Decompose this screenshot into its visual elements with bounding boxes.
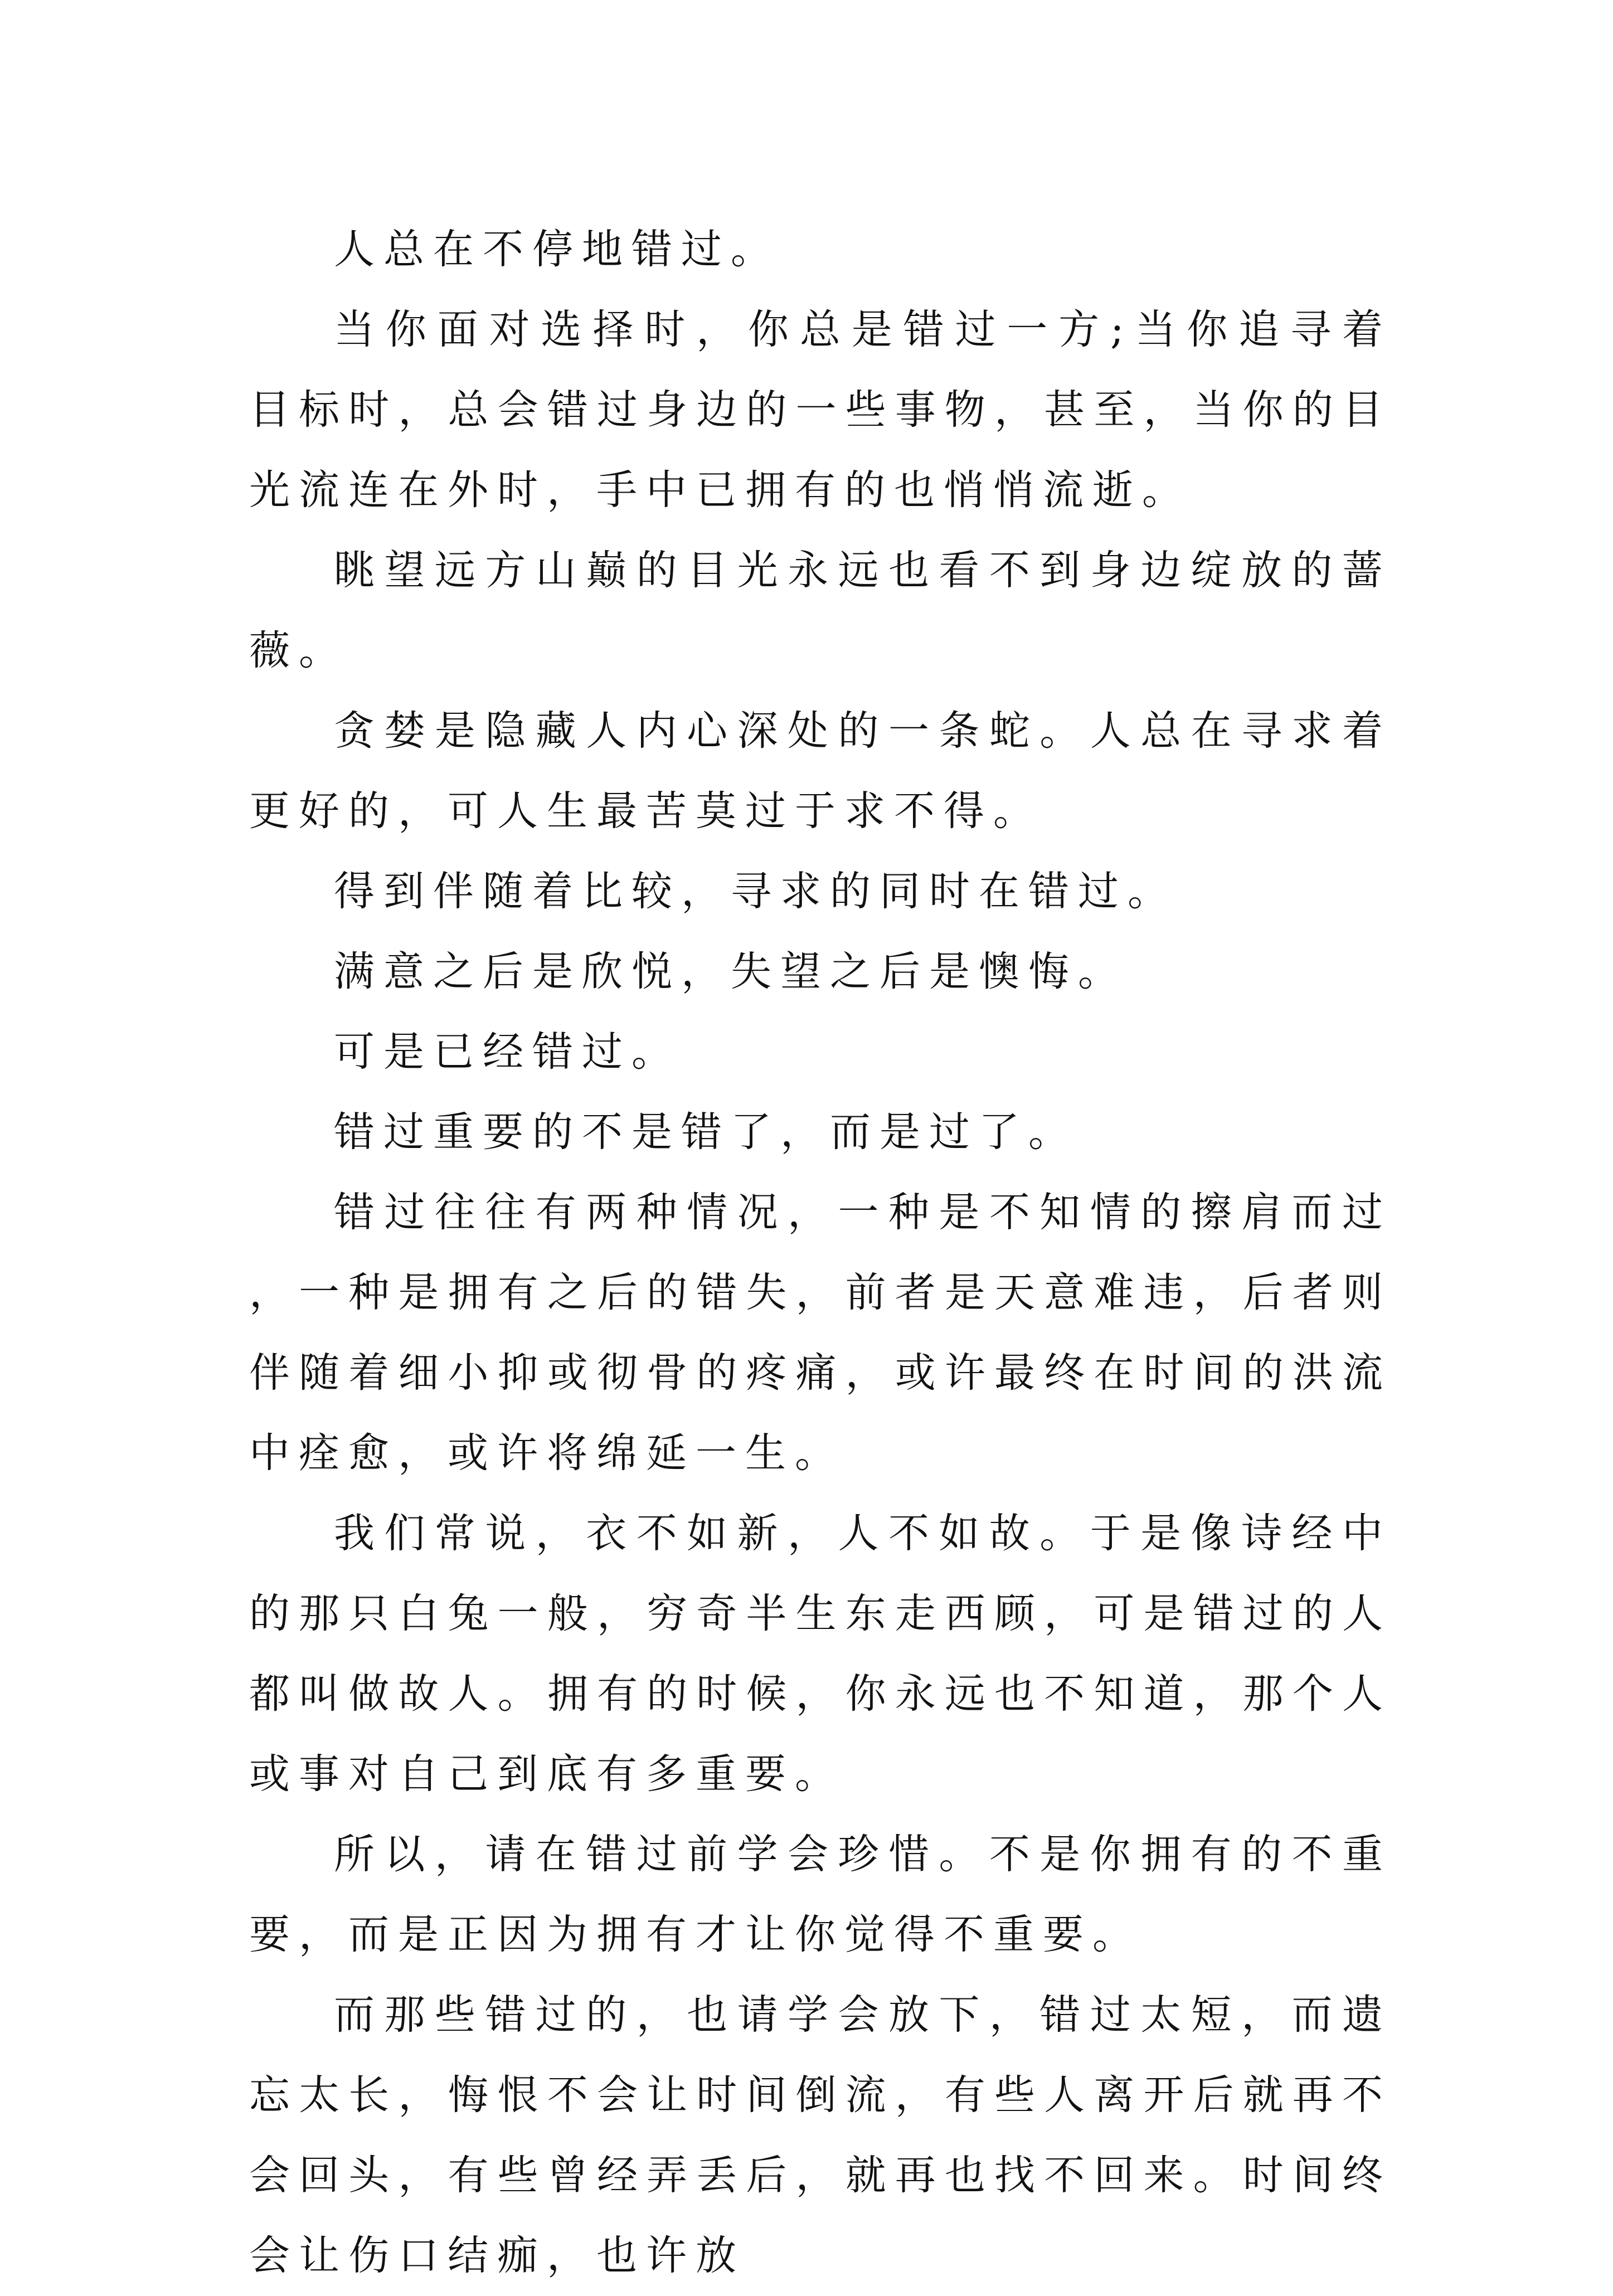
- paragraph-2: 当你面对选择时，你总是错过一方;当你追寻着目标时，总会错过身边的一些事物，甚至，当你的目光流连在外时，手中已拥有的也悄悄流逝。: [249, 306, 1392, 514]
- paragraph-9: 错过往往有两种情况，一种是不知情的擦肩而过，一种是拥有之后的错失，前者是天意难违，后者则伴随着细小抑或彻骨的疼痛，或许最终在时间的洪流中痊愈，或许将绵延一生。: [249, 1189, 1392, 1477]
- paragraph-7: 可是已经错过。: [334, 1028, 681, 1076]
- paragraph-6: 满意之后是欣悦，失望之后是懊悔。: [334, 948, 1128, 995]
- paragraph-8: 错过重要的不是错了，而是过了。: [334, 1108, 1078, 1156]
- paragraph-4: 贪婪是隐藏人内心深处的一条蛇。人总在寻求着更好的，可人生最苦莫过于求不得。: [249, 707, 1392, 835]
- essay-body: [249, 210, 1392, 2296]
- paragraph-11: 所以，请在错过前学会珍惜。不是你拥有的不重要，而是正因为拥有才让你觉得不重要。: [249, 1831, 1392, 1958]
- paragraph-10: 我们常说，衣不如新，人不如故。于是像诗经中的那只白兔一般，穷奇半生东走西顾，可是错过的人都叫做故人。拥有的时候，你永远也不知道，那个人或事对自己到底有多重要。: [249, 1510, 1392, 1798]
- paragraph-5: 得到伴随着比较，寻求的同时在错过。: [334, 868, 1177, 915]
- paragraph-12: 而那些错过的，也请学会放下，错过太短，而遗忘太长，悔恨不会让时间倒流，有些人离开后就再不会回头，有些曾经弄丢后，就再也找不回来。时间终会让伤口结痂，也许放: [249, 1991, 1392, 2279]
- paragraph-1: 人总在不停地错过。: [334, 226, 780, 273]
- paragraph-3: 眺望远方山巅的目光永远也看不到身边绽放的蔷薇。: [249, 547, 1392, 674]
